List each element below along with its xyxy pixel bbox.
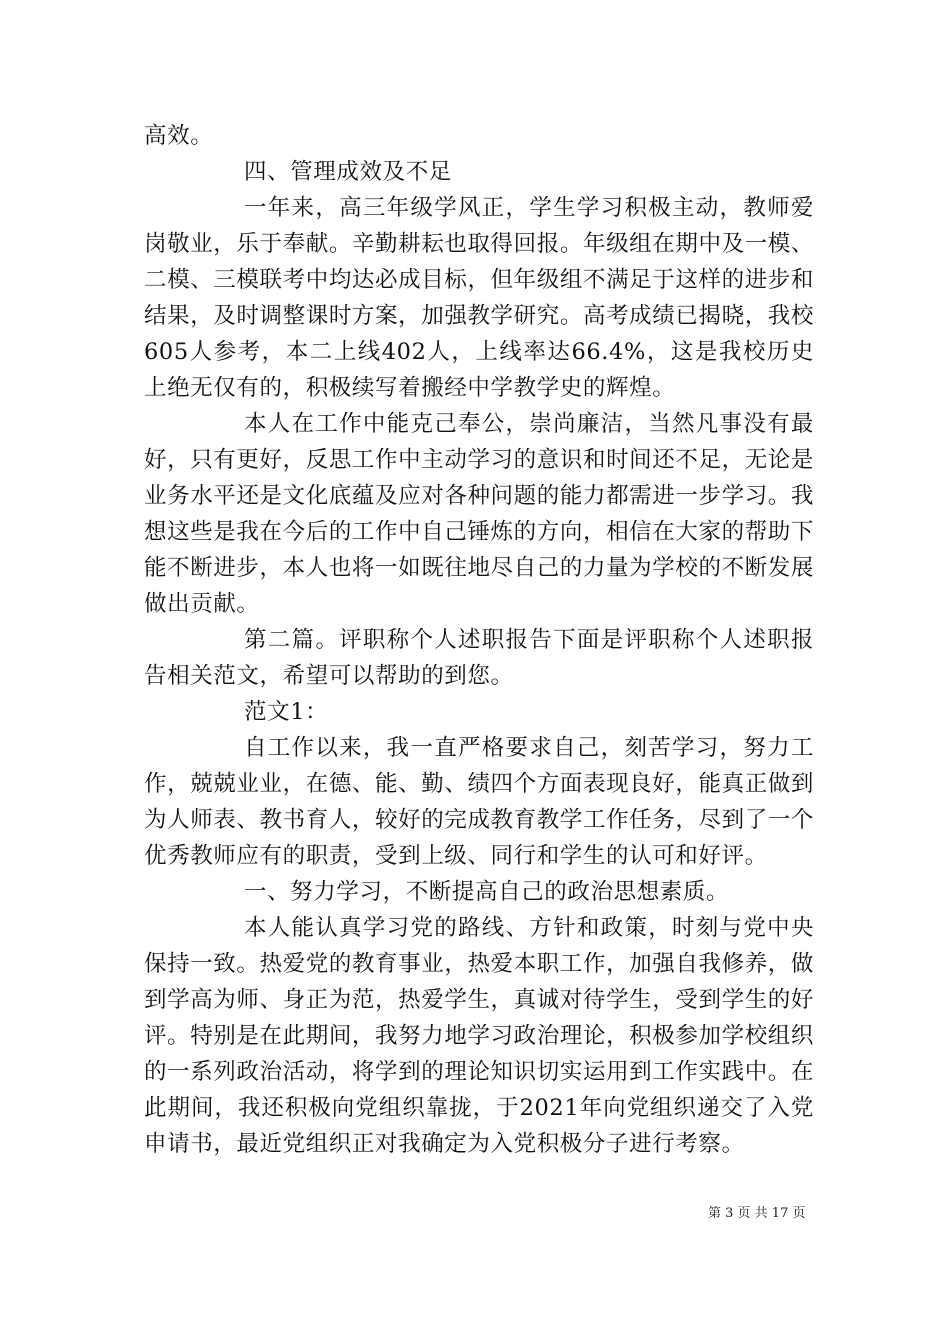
sample-label: 范文1： — [244, 699, 329, 725]
section-heading-1: 一、努力学习，不断提高自己的政治思想素质。 — [244, 879, 730, 905]
document-body — [144, 118, 814, 1162]
paragraph-4: 本人在工作中能克己奉公，崇尚廉洁，当然凡事没有最好，只有更好，反思工作中主动学习的意识和时间还不足，无论是业务水平还是文化底蕴及应对各种问题的能力都需进一步学习。我想这些是我在今后的工作中自己锤炼的方向，相信在大家的帮助下能不断进步，本人也将一如既往地尽自己的力量为学校的不断发展做出贡献。 — [144, 411, 814, 617]
paragraph-9: 本人能认真学习党的路线、方针和政策，时刻与党中央保持一致。热爱党的教育事业，热爱本职工作，加强自我修养，做到学高为师、身正为范，热爱学生，真诚对待学生，受到学生的好评。特别是在此期间，我努力地学习政治理论，积极参加学校组织的一系列政治活动，将学到的理论知识切实运用到工作实践中。在此期间，我还积极向党组织靠拢，于2021年向党组织递交了入党申请书，最近党组织正对我确定为入党积极分子进行考察。 — [144, 915, 814, 1157]
paragraph-3: 一年来，高三年级学风正，学生学习积极主动，教师爱岗敬业，乐于奉献。辛勤耕耘也取得回报。年级组在期中及一模、二模、三模联考中均达必成目标，但年级组不满足于这样的进步和结果，及时调整课时方案，加强教学研究。高考成绩已揭晓，我校605人参考，本二上线402人，上线率达66.4%，这是我校历史上绝无仅有的，积极续写着搬经中学教学史的辉煌。 — [144, 195, 814, 401]
paragraph-1: 高效。 — [144, 123, 214, 149]
page-number-footer: 第 3 页 共 17 页 — [708, 1206, 806, 1221]
paragraph-7: 自工作以来，我一直严格要求自己，刻苦学习，努力工作，兢兢业业，在德、能、勤、绩四个方面表现良好，能真正做到为人师表、教书育人，较好的完成教育教学工作任务，尽到了一个优秀教师应有的职责，受到上级、同行和学生的认可和好评。 — [144, 735, 814, 869]
section-heading-4: 四、管理成效及不足 — [244, 159, 452, 185]
paragraph-5: 第二篇。评职称个人述职报告下面是评职称个人述职报告相关范文，希望可以帮助的到您。 — [144, 627, 814, 689]
